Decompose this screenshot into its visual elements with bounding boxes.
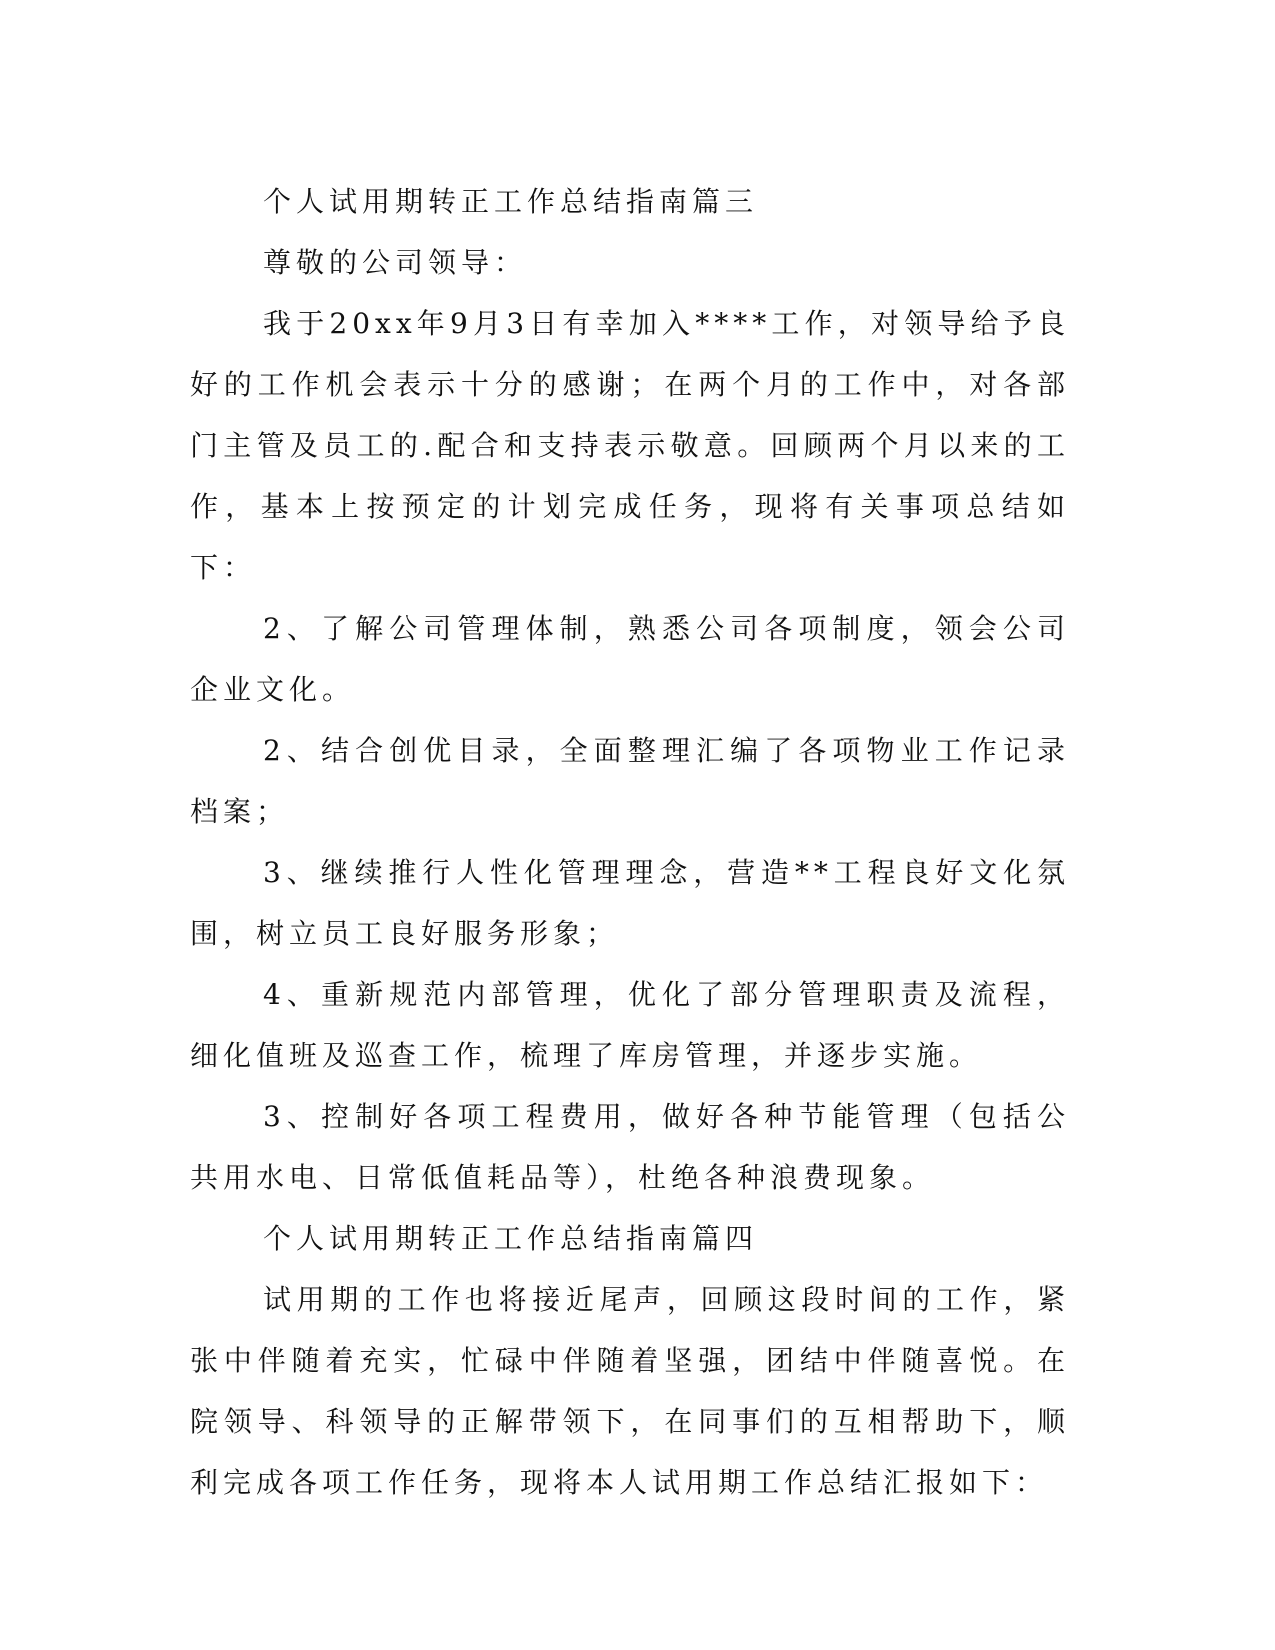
document-body xyxy=(190,171,1070,1513)
list-item: 2、结合创优目录，全面整理汇编了各项物业工作记录档案； xyxy=(190,734,1070,828)
intro-paragraph: 我于20xx年9月3日有幸加入****工作，对领导给予良好的工作机会表示十分的感谢；在两个月的工作中，对各部门主管及员工的.配合和支持表示敬意。回顾两个月以来的工作，基本上按预定的计划完成任务，现将有关事项总结如下： xyxy=(190,307,1070,584)
section-heading-4: 个人试用期转正工作总结指南篇四 xyxy=(263,1222,759,1255)
section-heading-3: 个人试用期转正工作总结指南篇三 xyxy=(263,185,759,218)
list-item: 4、重新规范内部管理，优化了部分管理职责及流程，细化值班及巡查工作，梳理了库房管理，并逐步实施。 xyxy=(190,978,1070,1072)
salutation: 尊敬的公司领导： xyxy=(263,246,528,279)
list-item: 3、控制好各项工程费用，做好各种节能管理（包括公共用水电、日常低值耗品等），杜绝各种浪费现象。 xyxy=(190,1100,1070,1194)
body-paragraph: 试用期的工作也将接近尾声，回顾这段时间的工作，紧张中伴随着充实，忙碌中伴随着坚强，团结中伴随喜悦。在院领导、科领导的正解带领下，在同事们的互相帮助下，顺利完成各项工作任务，现将本人试用期工作总结汇报如下： xyxy=(190,1283,1070,1499)
list-item: 2、了解公司管理体制，熟悉公司各项制度，领会公司企业文化。 xyxy=(190,612,1070,706)
list-item: 3、继续推行人性化管理理念，营造**工程良好文化氛围，树立员工良好服务形象； xyxy=(190,856,1070,950)
